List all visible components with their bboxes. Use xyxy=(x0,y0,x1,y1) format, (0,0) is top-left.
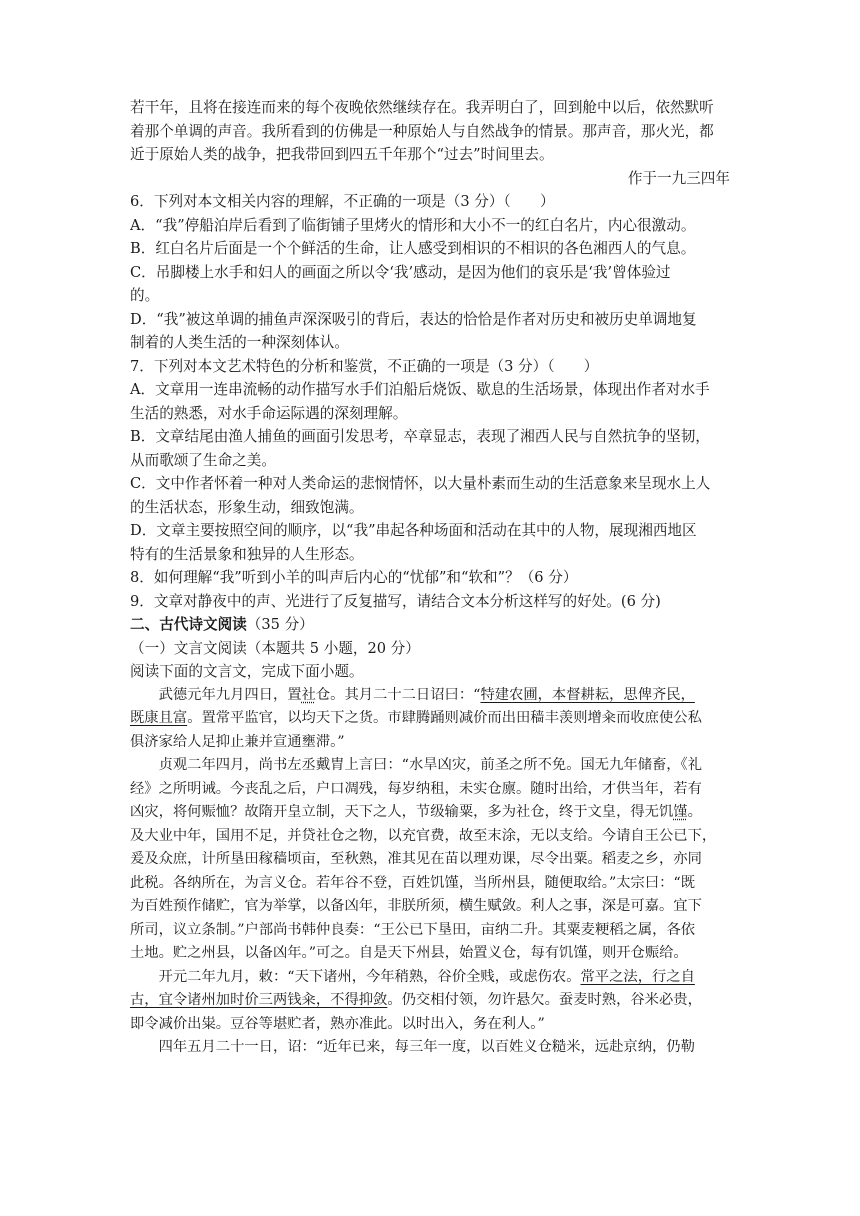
text-run: 。置常平监官，以均天下之货。市肆腾踊则减价而出田穑丰羡则增籴而收庶使公私 xyxy=(187,710,702,726)
classical-line: 此税。各纳所在，为言义仓。若年谷不登，百姓饥馑，当所州县，随便取给。”太宗曰：“既 xyxy=(130,874,696,891)
section-score: （35 分） xyxy=(246,616,314,633)
classical-line: 为百姓预作储贮，官为举掌，以备凶年，非朕所须，横生赋敛。利人之事，深是可嘉。宜下 xyxy=(130,898,702,914)
classical-line: 经》之所明诫。今丧乱之后，户口凋残，每岁纳租，未实仓廪。随时出给，才供当年，若有 xyxy=(130,780,702,797)
classical-line: 即令减价出粜。豆谷等堪贮者，熟亦准此。以时出入，务在利人。” xyxy=(130,1015,545,1032)
question-7-option-c-cont: 的生活状态，形象生动，细致饱满。 xyxy=(130,498,364,516)
passage-line: 近于原始人类的战争，把我带回到四五千年那个“过去”时间里去。 xyxy=(130,146,554,163)
classical-line: 爰及众庶，计所垦田稼穑顷亩，至秋熟，准其见在苗以理劝课，尽令出粟。稻麦之乡，亦同 xyxy=(130,851,702,867)
classical-line: 所司，议立条制。”户部尚书韩仲良奏：“王公已下垦田，亩纳二升。其粟麦粳稻之属，各依 xyxy=(130,921,696,938)
classical-line xyxy=(130,707,730,731)
classical-paragraph-4: 四年五月二十一日，诏：“近年已来，每三年一度，以百姓义仓糙米，远赴京纳，仍勒 xyxy=(158,1039,695,1055)
passage-line: 若干年，且将在接连而来的每个夜晚依然继续存在。我弄明白了，回到舱中以后，依然默听 xyxy=(130,99,714,116)
question-7-option-a: A．文章用一连串流畅的动作描写水手们泊船后烧饭、歇息的生活场景，体现出作者对水手 xyxy=(130,381,710,398)
passage-line: 着那个单调的声音。我所看到的仿佛是一种原始人与自然战争的情景。那声音，那火光，都 xyxy=(130,122,714,140)
classical-line: 土地。贮之州县，以备凶年。”可之。自是天下州县，始置义仓，每有饥馑，则开仓赈给。 xyxy=(130,945,688,961)
underlined-sentence: 古，宜令诸州加时价三两钱籴，不得抑敛 xyxy=(130,992,388,1008)
question-7-option-a-cont: 生活的熟悉，对水手命运际遇的深刻理解。 xyxy=(130,404,408,422)
question-7-stem: 7．下列对本文艺术特色的分析和鉴赏，不正确的一项是（3 分）（ ） xyxy=(130,357,599,375)
underlined-sentence: 常平之法，行之自 xyxy=(580,968,695,985)
text-run: 武德元年九月四日，置 xyxy=(158,686,302,703)
question-7-option-d-cont: 特有的生活景象和独异的人生形态。 xyxy=(130,545,364,563)
classical-line xyxy=(130,801,730,825)
instruction: 阅读下面的文言文，完成下面小题。 xyxy=(130,663,364,680)
question-6-option-c-cont: 的。 xyxy=(130,287,160,304)
question-9: 9．文章对静夜中的声、光进行了反复描写，请结合文本分析这样写的好处。(6 分) xyxy=(130,592,661,610)
classical-paragraph-2: 贞观二年四月，尚书左丞戴胄上言曰：“水旱凶灾，前圣之所不免。国无九年储畜，《礼 xyxy=(158,757,703,773)
question-7-option-c: C．文中作者怀着一种对人类命运的悲悯情怀，以大量朴素而生动的生活意象来呈现水上人 xyxy=(130,475,711,492)
underlined-sentence: 既康且富 xyxy=(130,710,188,726)
question-6-option-a: A．“我”停船泊岸后看到了临街铺子里烤火的情形和大小不一的红白名片，内心很激动。 xyxy=(130,216,696,234)
question-8: 8．如何理解“我”听到小羊的叫声后内心的“忧郁”和“软和”？（6 分） xyxy=(130,569,578,586)
text-run: 仓。其月二十二日诏曰：“ xyxy=(315,686,481,703)
question-6-stem: 6．下列对本文相关内容的理解，不正确的一项是（3 分）（ ） xyxy=(130,193,555,210)
underlined-sentence: 特建农圃，本督耕耘，思俾齐民， xyxy=(480,686,695,703)
classical-line: 及大业中年，国用不足，并贷社仓之物，以充官费，故至末涂，无以支给。今请自王公已下， xyxy=(130,827,717,844)
question-6-option-d-cont: 制着的人类生活的一种深刻体认。 xyxy=(130,334,349,351)
dotted-word: 社 xyxy=(301,686,316,703)
subsection-heading: （一）文言文阅读（本题共 5 小题，20 分） xyxy=(130,639,420,657)
exam-page xyxy=(130,96,730,1060)
text-run: 。仍交相付领，勿许悬欠。蚕麦时熟，谷米必贵， xyxy=(387,992,702,1008)
question-6-option-c: C．吊脚楼上水手和妇人的画面之所以令‘我’感动，是因为他们的哀乐是‘我’曾体验过 xyxy=(130,263,671,281)
dotted-word: 馑 xyxy=(673,804,688,820)
question-6-option-d: D．“我”被这单调的捕鱼声深深吸引的背后，表达的恰恰是作者对历史和被历史单调地复 xyxy=(130,310,697,328)
classical-paragraph-1 xyxy=(130,684,730,708)
classical-line xyxy=(130,989,730,1013)
question-7-option-b: B．文章结尾由渔人捕鱼的画面引发思考，卒章显志，表现了湘西人民与自然抗争的坚韧， xyxy=(130,428,710,445)
classical-paragraph-3 xyxy=(130,966,730,990)
section-title: 二、古代诗文阅读 xyxy=(130,616,247,633)
section-heading xyxy=(130,613,730,637)
text-run: 。 xyxy=(687,804,702,820)
question-7-option-d: D．文章主要按照空间的顺序，以“我”串起各种场面和活动在其中的人物，展现湘西地区 xyxy=(130,522,697,539)
classical-text xyxy=(130,684,730,1060)
text-run: 开元二年九月，敕：“天下诸州，今年稍熟，谷价全贱，或虑伤农。 xyxy=(158,968,581,985)
passage-signature: 作于一九三四年 xyxy=(627,169,730,187)
text-run: 凶灾，将何赈恤？故隋开皇立制，天下之人，节级输粟，多为社仓，终于文皇，得无饥 xyxy=(130,804,674,820)
question-6-option-b: B．红白名片后面是一个个鲜活的生命，让人感受到相识的不相识的各色湘西人的气息。 xyxy=(130,240,696,257)
question-7-option-b-cont: 从而歌颂了生命之美。 xyxy=(130,451,276,469)
classical-line: 俱济家给人足抑止兼并宣通壅滞。” xyxy=(130,733,345,750)
